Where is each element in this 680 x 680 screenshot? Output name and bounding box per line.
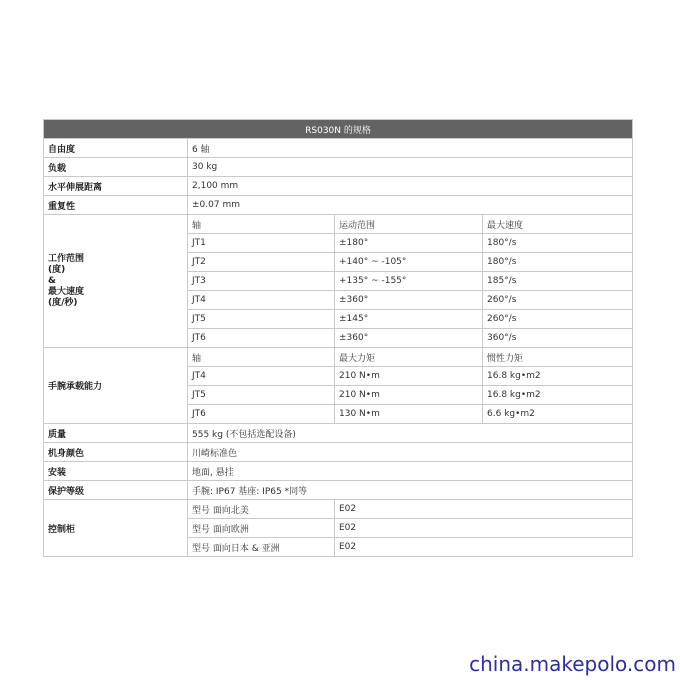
model-cell: 型号 面向日本 & 亚洲 <box>188 538 335 557</box>
inertia-cell: 6.6 kg•m2 <box>483 405 633 424</box>
row-label: 负载 <box>44 158 188 177</box>
watermark: china.makepolo.com <box>469 652 676 676</box>
model-cell: 型号 面向欧洲 <box>188 519 335 538</box>
motion-label-line: (度/秒) <box>48 297 78 308</box>
range-cell: +135° ~ -155° <box>335 272 483 291</box>
column-header: 轴 <box>188 348 335 367</box>
axis-cell: JT5 <box>188 386 335 405</box>
model-cell: 型号 面向北美 <box>188 500 335 519</box>
row-label: 保护等级 <box>44 481 188 500</box>
range-cell: ±360° <box>335 329 483 348</box>
table-title: RS030N 的规格 <box>44 120 633 139</box>
axis-cell: JT1 <box>188 234 335 253</box>
row-label: 重复性 <box>44 196 188 215</box>
speed-cell: 260°/s <box>483 310 633 329</box>
motion-label-line: 工作范围 <box>48 253 85 264</box>
motion-label <box>44 215 188 348</box>
controller-label: 控制柜 <box>44 500 188 557</box>
column-header: 惯性力矩 <box>483 348 633 367</box>
row-value: 30 kg <box>188 158 633 177</box>
table-row <box>44 196 633 215</box>
range-cell: ±360° <box>335 291 483 310</box>
torque-cell: 130 N•m <box>335 405 483 424</box>
wrist-label: 手腕承载能力 <box>44 348 188 424</box>
controller-cell: E02 <box>335 538 633 557</box>
table-row <box>44 158 633 177</box>
table-row <box>44 139 633 158</box>
speed-cell: 360°/s <box>483 329 633 348</box>
row-label: 安装 <box>44 462 188 481</box>
motion-label-line: (度) <box>48 264 66 275</box>
table-row <box>44 500 633 519</box>
axis-cell: JT4 <box>188 291 335 310</box>
table-row <box>44 462 633 481</box>
column-header: 轴 <box>188 215 335 234</box>
axis-cell: JT6 <box>188 329 335 348</box>
table-row <box>44 424 633 443</box>
speed-cell: 180°/s <box>483 234 633 253</box>
speed-cell: 180°/s <box>483 253 633 272</box>
axis-cell: JT4 <box>188 367 335 386</box>
axis-cell: JT3 <box>188 272 335 291</box>
wrist-header-row <box>44 348 633 367</box>
torque-cell: 210 N•m <box>335 386 483 405</box>
range-cell: ±180° <box>335 234 483 253</box>
inertia-cell: 16.8 kg•m2 <box>483 367 633 386</box>
title-row <box>44 120 633 139</box>
row-label: 水平伸展距离 <box>44 177 188 196</box>
row-value: ±0.07 mm <box>188 196 633 215</box>
row-label: 质量 <box>44 424 188 443</box>
row-value: 地面, 悬挂 <box>188 462 633 481</box>
table-row <box>44 177 633 196</box>
axis-cell: JT5 <box>188 310 335 329</box>
row-value: 手腕: IP67 基座: IP65 *同等 <box>188 481 633 500</box>
range-cell: ±145° <box>335 310 483 329</box>
controller-cell: E02 <box>335 519 633 538</box>
table-row <box>44 443 633 462</box>
spec-table <box>43 119 633 557</box>
range-cell: +140° ~ -105° <box>335 253 483 272</box>
axis-cell: JT2 <box>188 253 335 272</box>
column-header: 运动范围 <box>335 215 483 234</box>
controller-cell: E02 <box>335 500 633 519</box>
row-label: 自由度 <box>44 139 188 158</box>
row-label: 机身颜色 <box>44 443 188 462</box>
column-header: 最大速度 <box>483 215 633 234</box>
motion-label-line: & <box>48 275 56 286</box>
motion-label-line: 最大速度 <box>48 286 85 297</box>
speed-cell: 260°/s <box>483 291 633 310</box>
column-header: 最大力矩 <box>335 348 483 367</box>
inertia-cell: 16.8 kg•m2 <box>483 386 633 405</box>
row-value: 6 轴 <box>188 139 633 158</box>
table-row <box>44 481 633 500</box>
row-value: 2,100 mm <box>188 177 633 196</box>
row-value: 555 kg (不包括选配设备) <box>188 424 633 443</box>
axis-cell: JT6 <box>188 405 335 424</box>
speed-cell: 185°/s <box>483 272 633 291</box>
motion-header-row <box>44 215 633 234</box>
torque-cell: 210 N•m <box>335 367 483 386</box>
row-value: 川崎标准色 <box>188 443 633 462</box>
